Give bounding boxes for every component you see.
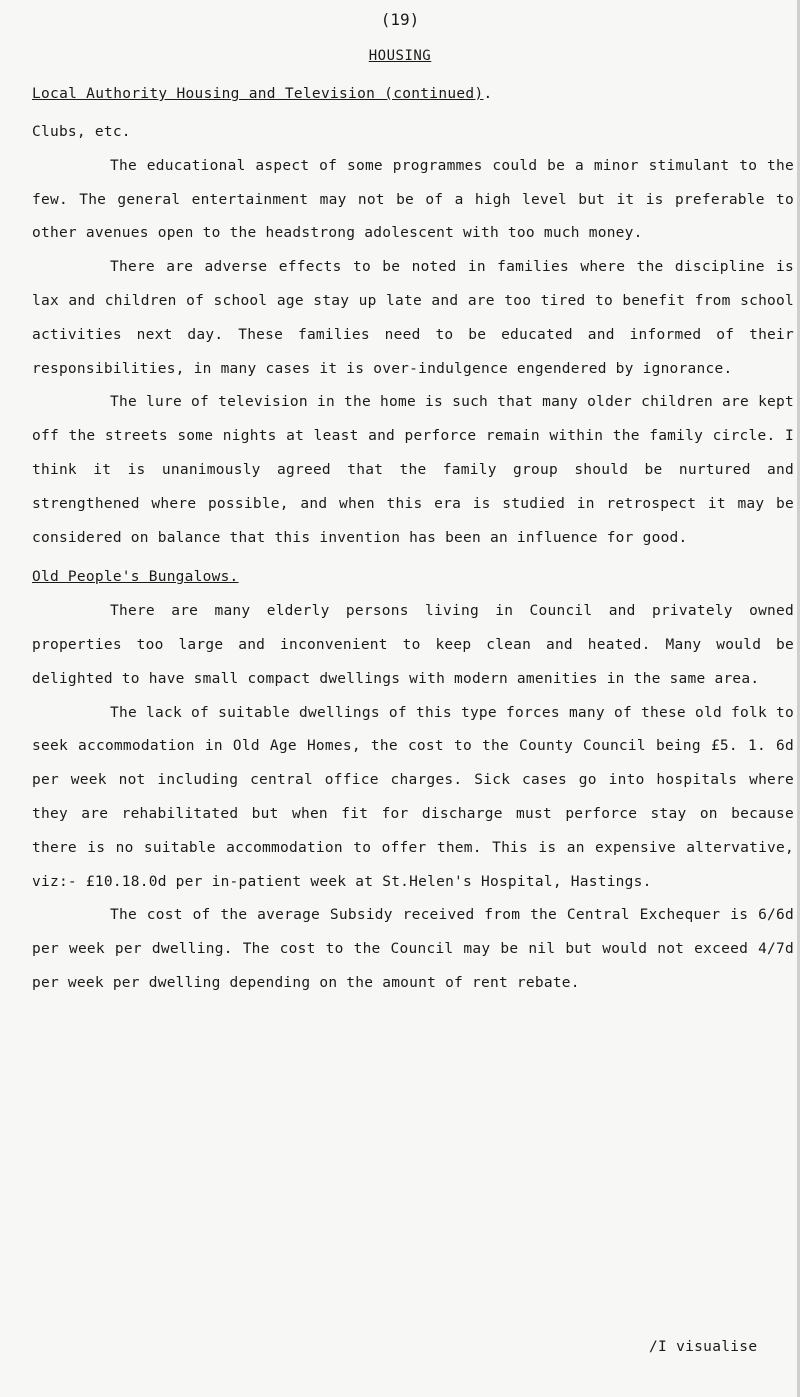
subtitle	[32, 86, 493, 102]
subtitle-tail: .	[483, 86, 493, 102]
paragraph: There are adverse effects to be noted in families where the discipline is lax and children of school age stay up late and are too tired to benefit from school activities next day. These families need to be educated and informed of their responsibilities, in many cases it is over-indulgence engendered by ignorance.	[32, 259, 794, 377]
paragraph: The lure of television in the home is such that many older children are kept off the streets some nights at least and perforce remain within the family circle. I think it is unanimously agreed that the family group should be nurtured and strengthened where possible, and when this era is studied in retrospect it may be considered on balance that this invention has been an influence for good.	[32, 394, 794, 546]
section-title: HOUSING	[368, 48, 432, 64]
paragraph: There are many elderly persons living in Council and privately owned properties too large and inconvenient to keep clean and heated. Many would be delighted to have small compact dwellings with modern amenities in the same area.	[32, 603, 794, 687]
subtitle-text: Local Authority Housing and Television (continued)	[32, 86, 484, 102]
paragraph: The educational aspect of some programmes could be a minor stimulant to the few. The general entertainment may not be of a high level but it is preferable to other avenues open to the headstrong adolescent with too much money.	[32, 157, 794, 242]
section-heading-old-peoples-bungalows: Old People's Bungalows.	[32, 569, 239, 586]
paragraph: The lack of suitable dwellings of this type forces many of these old folk to seek accommodation in Old Age Homes, the cost to the County Council being £5. 1. 6d per week not including central office charges. Sick cases go into hospitals where they are rehabilitated but when fit for discharge must perforce stay on because there is no suitable accommodation to offer them. This is an expensive altervative, viz:- £10.18.0d per in-patient week at St.Helen's Hospital, Hastings.	[32, 704, 794, 890]
continuation-catchword: /I visualise	[649, 1339, 758, 1355]
body-text	[32, 116, 794, 1001]
paragraph: The cost of the average Subsidy received from the Central Exchequer is 6/6d per week per dwelling. The cost to the Council may be nil but would not exceed 4/7d per week per dwelling depending on the amount of rent rebate.	[32, 907, 794, 991]
page-number: (19)	[380, 10, 420, 29]
paragraph-clubs: Clubs, etc.	[32, 124, 131, 140]
